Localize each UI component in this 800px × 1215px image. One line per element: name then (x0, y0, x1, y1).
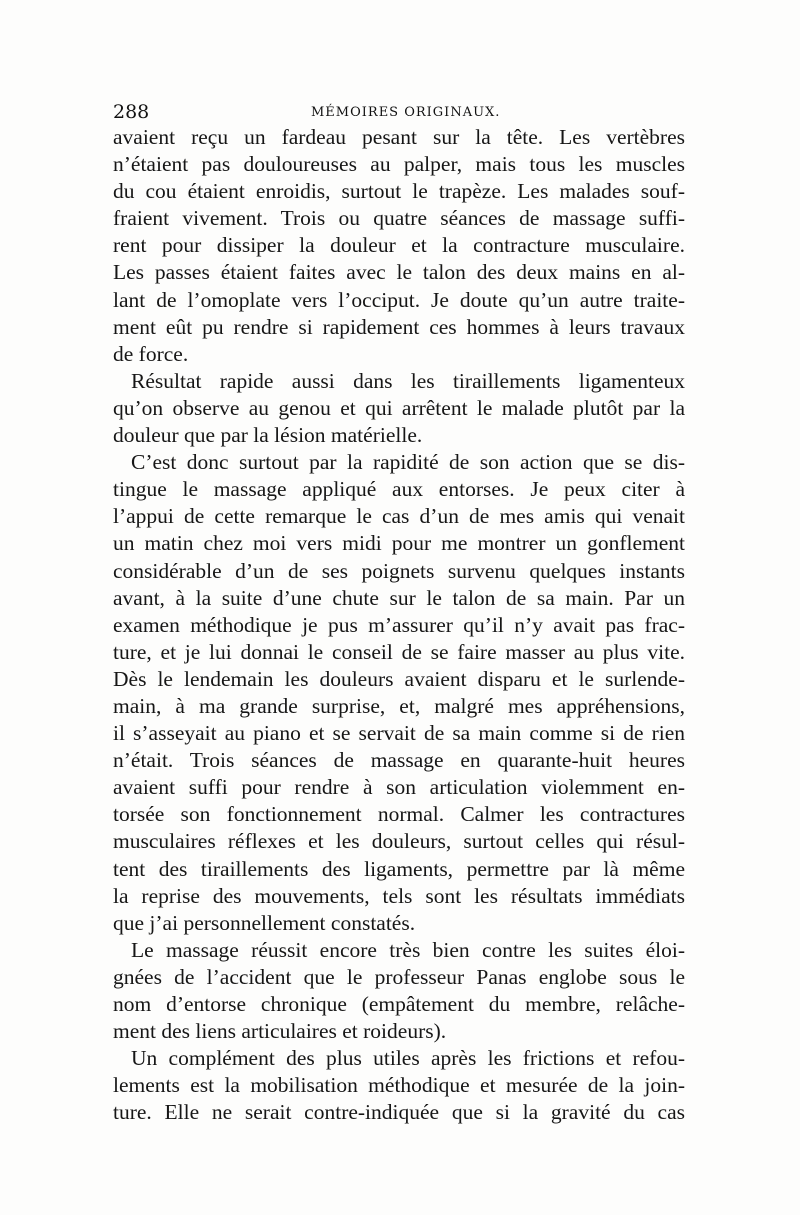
text-line: avant, à la suite d’une chute sur le talon de sa main. Par un (113, 585, 685, 610)
text-line: Dès le lendemain les douleurs avaient disparu et le surlende- (113, 666, 685, 691)
text-line: gnées de l’accident que le professeur Panas englobe sous le (113, 964, 685, 989)
text-line: lements est la mobilisation méthodique et mesurée de la join- (113, 1073, 685, 1098)
body-text (113, 124, 685, 1126)
text-line: considérable d’un de ses poignets survenu quelques instants (113, 558, 685, 583)
text-line: douleur que par la lésion matérielle. (113, 423, 423, 448)
text-line: qu’on observe au genou et qui arrêtent le malade plutôt par la (113, 395, 685, 420)
text-line: de force. (113, 341, 189, 366)
text-line: torsée son fonctionnement normal. Calmer les contractures (113, 802, 685, 827)
text-line: ture. Elle ne serait contre-indiquée que si la gravité du cas (113, 1100, 685, 1125)
text-line: Le massage réussit encore très bien contre les suites éloi- (131, 937, 685, 962)
text-line: rent pour dissiper la douleur et la contracture musculaire. (113, 233, 685, 258)
text-line: C’est donc surtout par la rapidité de son action que se dis- (131, 450, 685, 475)
text-line: Les passes étaient faites avec le talon des deux mains en al- (113, 260, 685, 285)
text-line: il s’asseyait au piano et se servait de sa main comme si de rien (113, 721, 685, 746)
text-line: musculaires réflexes et les douleurs, surtout celles qui résul- (113, 829, 685, 854)
page-number: 288 (113, 101, 150, 123)
text-line: tingue le massage appliqué aux entorses. Je peux citer à (113, 477, 685, 502)
text-line: nom d’entorse chronique (empâtement du membre, relâche- (113, 992, 685, 1016)
text-line: tent des tiraillements des ligaments, permettre par là même (113, 856, 685, 881)
text-line: fraient vivement. Trois ou quatre séances de massage suffi- (113, 206, 685, 231)
running-title: MÉMOIRES ORIGINAUX. (311, 105, 501, 120)
text-line: ture, et je lui donnai le conseil de se faire masser au plus vite. (113, 639, 685, 664)
text-line: n’était. Trois séances de massage en quarante-huit heures (113, 748, 685, 773)
text-line: avaient reçu un fardeau pesant sur la tête. Les vertèbres (113, 125, 685, 149)
text-line: ment des liens articulaires et roideurs). (113, 1019, 447, 1044)
text-line: avaient suffi pour rendre à son articulation violemment en- (113, 775, 685, 800)
text-line: Résultat rapide aussi dans les tiraillements ligamenteux (131, 368, 685, 393)
running-head (113, 98, 685, 126)
text-line: n’étaient pas douloureuses au palper, mais tous les muscles (113, 152, 685, 177)
text-line: lant de l’omoplate vers l’occiput. Je doute qu’un autre traite- (113, 287, 685, 312)
text-line: examen méthodique je pus m’assurer qu’il n’y avait pas frac- (113, 612, 685, 637)
text-line: ment eût pu rendre si rapidement ces hommes à leurs travaux (113, 314, 685, 339)
text-line: main, à ma grande surprise, et, malgré mes appréhensions, (113, 693, 685, 718)
text-line: que j’ai personnellement constatés. (113, 910, 416, 935)
text-line: Un complément des plus utiles après les frictions et refou- (131, 1046, 685, 1071)
text-line: un matin chez moi vers midi pour me montrer un gonflement (113, 531, 685, 556)
text-line: du cou étaient enroidis, surtout le trapèze. Les malades souf- (113, 179, 685, 204)
text-line: la reprise des mouvements, tels sont les résultats immédiats (113, 883, 685, 908)
text-line: l’appui de cette remarque le cas d’un de mes amis qui venait (113, 504, 685, 529)
